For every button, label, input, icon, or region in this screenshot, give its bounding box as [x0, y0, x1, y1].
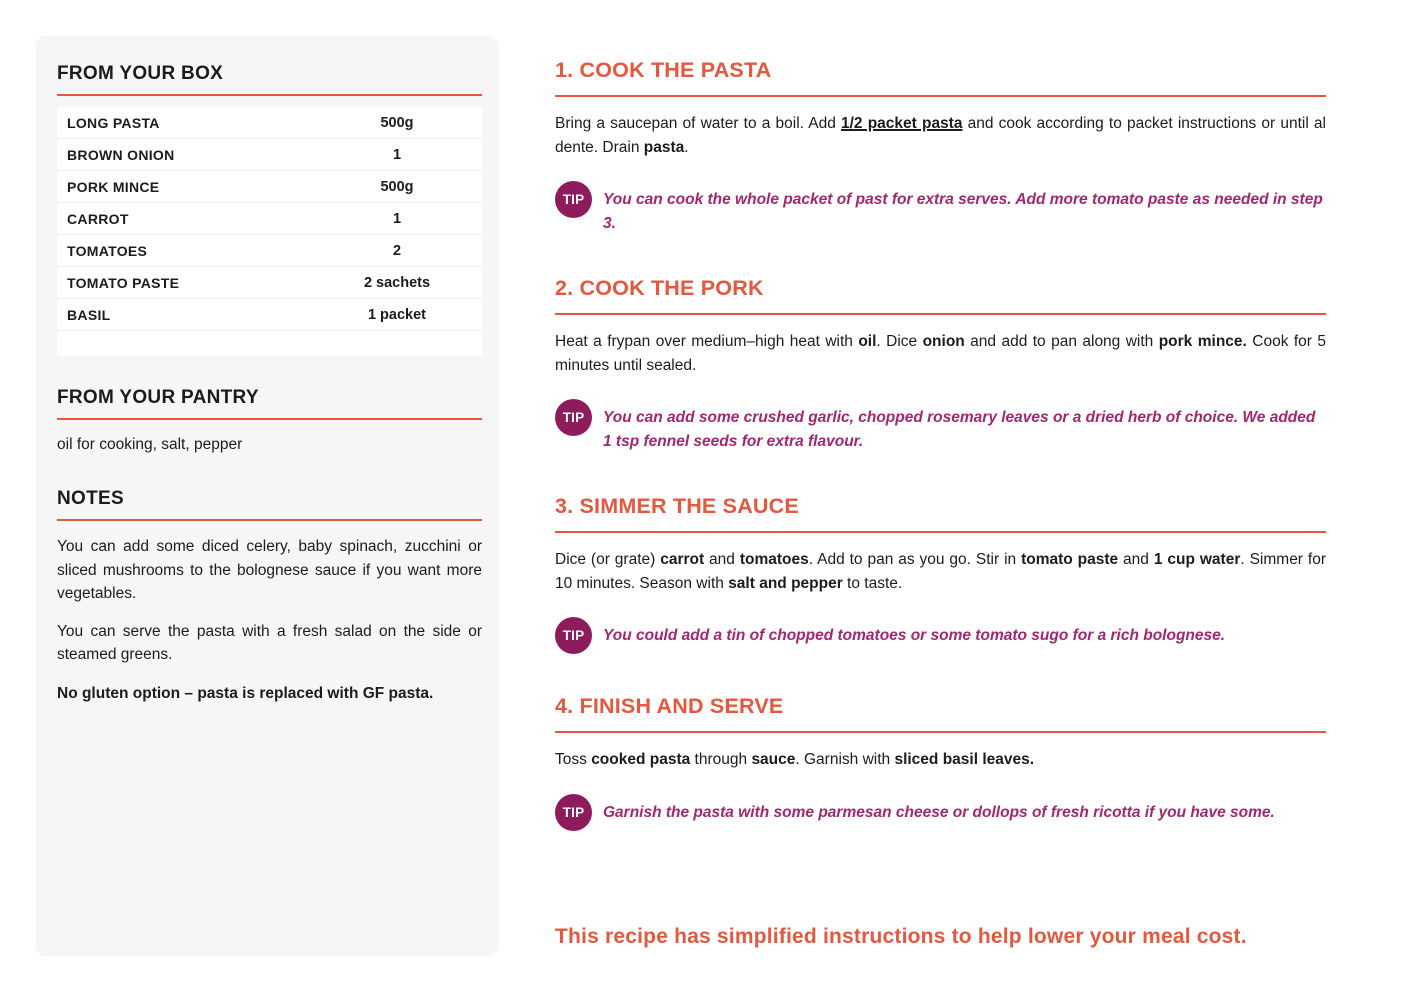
step-body-segment: and cook according to packet instructions or until al dente. Drain	[555, 115, 1326, 156]
ingredient-quantity: 1	[392, 146, 402, 163]
step-block	[555, 276, 1326, 454]
step-block	[555, 494, 1326, 654]
step-body-segment: . Add to pan as you go. Stir in	[808, 551, 1022, 568]
steps-container	[555, 58, 1326, 831]
step-heading: 3. SIMMER THE SAUCE	[555, 494, 799, 518]
ingredient-row	[57, 235, 482, 267]
step-body-segment: sauce	[751, 751, 796, 768]
section-divider	[555, 95, 1326, 97]
step-body-segment: sliced basil leaves.	[894, 751, 1035, 768]
step-body-segment: through	[690, 751, 752, 768]
tip-badge: TIP	[555, 399, 592, 436]
step-body-segment: .	[684, 138, 689, 156]
pantry-section-title: FROM YOUR PANTRY	[57, 387, 259, 408]
step-body-segment: Toss	[555, 751, 592, 768]
step-body-segment: and	[704, 551, 740, 568]
ingredient-quantity: 1	[392, 210, 402, 227]
footer-note: This recipe has simplified instructions to help lower your meal cost.	[555, 925, 1247, 948]
step-body-segment: cooked pasta	[591, 751, 691, 768]
section-divider	[555, 731, 1326, 733]
step-heading: 4. FINISH AND SERVE	[555, 694, 784, 718]
section-divider	[555, 313, 1326, 315]
ingredient-name: LONG PASTA	[67, 114, 160, 131]
ingredient-name: PORK MINCE	[67, 178, 160, 195]
section-divider	[555, 531, 1326, 533]
step-heading: 1. COOK THE PASTA	[555, 58, 772, 82]
step-body-segment: oil	[858, 333, 877, 350]
notes-paragraphs	[57, 535, 482, 667]
tip-row	[555, 181, 1326, 236]
tip-text: You can cook the whole packet of past for extra serves. Add more tomato paste as needed in step 3.	[603, 191, 1323, 232]
tip-badge: TIP	[555, 617, 592, 654]
ingredient-name: BROWN ONION	[67, 146, 175, 163]
step-block	[555, 58, 1326, 236]
section-divider	[57, 418, 482, 420]
ingredient-name: BASIL	[67, 306, 111, 323]
notes-paragraph: You can add some diced celery, baby spinach, zucchini or sliced mushrooms to the bolognese sauce if you want more vegetables.	[57, 538, 482, 602]
step-body-segment: to taste.	[842, 574, 903, 592]
tip-badge: TIP	[555, 794, 592, 831]
ingredient-name: TOMATO PASTE	[67, 274, 180, 291]
section-divider	[57, 94, 482, 96]
step-body-segment: . Simmer for 10 minutes. Season with	[555, 551, 1326, 592]
step-body-segment: pasta	[643, 138, 685, 156]
tip-badge: TIP	[555, 181, 592, 218]
step-body-segment: . Dice	[876, 333, 923, 350]
step-body	[555, 748, 1326, 772]
step-heading: 2. COOK THE PORK	[555, 276, 764, 300]
ingredient-row	[57, 139, 482, 171]
tip-text: You can add some crushed garlic, chopped rosemary leaves or a dried herb of choice. We added 1 tsp fennel seeds for extra flavour.	[603, 409, 1316, 450]
section-divider	[57, 519, 482, 521]
ingredient-row	[57, 267, 482, 299]
tip-text: You could add a tin of chopped tomatoes or some tomato sugo for a rich bolognese.	[603, 627, 1226, 644]
step-block	[555, 694, 1326, 831]
ingredient-name: CARROT	[67, 210, 129, 227]
notes-paragraph: You can serve the pasta with a fresh salad on the side or steamed greens.	[57, 622, 482, 663]
tip-row	[555, 794, 1326, 831]
ingredient-quantity: 1 packet	[367, 306, 427, 323]
box-section-title: FROM YOUR BOX	[57, 63, 224, 84]
ingredients-table	[57, 107, 482, 356]
step-body-segment: 1/2 packet pasta	[841, 115, 963, 132]
step-body-segment: tomato paste	[1021, 551, 1119, 568]
step-body-segment: Cook for 5 minutes until sealed.	[555, 333, 1326, 374]
step-body-segment: Bring a saucepan of water to a boil. Add	[555, 115, 841, 132]
tip-row	[555, 399, 1326, 454]
step-body-segment: onion	[922, 333, 965, 350]
step-body	[555, 330, 1326, 377]
ingredient-quantity: 2	[392, 242, 402, 259]
tip-text: Garnish the pasta with some parmesan cheese or dollops of fresh ricotta if you have some.	[603, 803, 1275, 821]
gluten-free-note: No gluten option – pasta is replaced with GF pasta.	[57, 684, 434, 702]
ingredient-row	[57, 203, 482, 235]
pantry-text: oil for cooking, salt, pepper	[57, 436, 243, 453]
notes-section-title: NOTES	[57, 488, 124, 509]
step-body-segment: pork mince.	[1158, 333, 1247, 350]
ingredient-row	[57, 107, 482, 139]
tip-row	[555, 617, 1326, 654]
ingredient-quantity: 2 sachets	[363, 274, 431, 291]
step-body-segment: carrot	[660, 551, 705, 568]
ingredient-quantity: 500g	[380, 178, 414, 195]
ingredient-quantity: 500g	[380, 114, 414, 131]
sidebar	[36, 36, 499, 956]
ingredient-row	[57, 171, 482, 203]
step-body-segment: 1 cup water	[1153, 551, 1241, 568]
step-body-segment: . Garnish with	[795, 751, 895, 768]
step-body-segment: salt and pepper	[728, 574, 843, 592]
ingredient-name: TOMATOES	[67, 242, 148, 259]
step-body	[555, 548, 1326, 595]
ingredient-row	[57, 299, 482, 331]
instructions-column	[555, 58, 1326, 871]
step-body	[555, 112, 1326, 159]
step-body-segment: and	[1118, 551, 1154, 568]
step-body-segment: Heat a frypan over medium–high heat with	[555, 333, 859, 350]
step-body-segment: tomatoes	[739, 551, 809, 568]
step-body-segment: Dice (or grate)	[555, 551, 661, 568]
step-body-segment: and add to pan along with	[964, 333, 1159, 350]
